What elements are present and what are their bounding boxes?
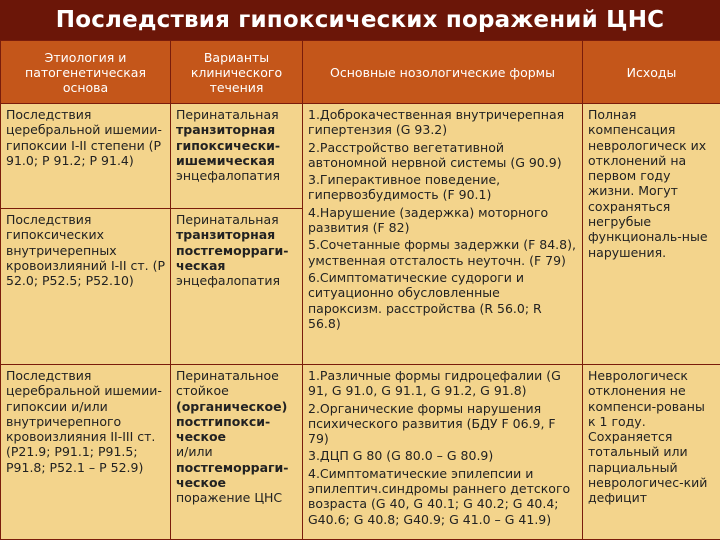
- forms-top-item: 1.Доброкачественная внутричерепная гипертензия (G 93.2): [308, 107, 565, 138]
- header-variants: Варианты клинического течения: [171, 41, 303, 104]
- row3-forms-item: 2.Органические формы нарушения психического развития (БДУ F 06.9, F 79): [308, 400, 556, 447]
- row1-etiology: Последствия церебральной ишемии-гипоксии I-II степени (Р 91.0; Р 91.2; Р 91.4): [1, 104, 171, 209]
- outcome-top: Полная компенсация неврологическ их отклонений на первом году жизни. Могут сохраняться негрубые функциональ-ные нарушения.: [583, 104, 720, 365]
- row3-forms-item: 4.Симптоматические эпилепсии и эпилептич.синдромы раннего детского возраста (G 40, G 40.1; G 40.2; G 40.4; G40.6; G 40.8; G40.9; G 41.0 – G 41.9): [308, 465, 571, 527]
- forms-top-item: 5.Сочетанные формы задержки (F 84.8), умственная отсталость неуточн. (F 79): [308, 237, 576, 268]
- row2-variant-post: энцефалопатия: [176, 273, 280, 289]
- row3-forms-item: 3.ДЦП G 80 (G 80.0 – G 80.9): [308, 448, 494, 464]
- row3-etiology: Последствия церебральной ишемии-гипоксии и/или внутричерепного кровоизлияния II-III ст. (Р21.9; Р91.1; Р91.5; Р91.8; Р52.1 – Р 52.9): [1, 365, 171, 540]
- row1-variant-pre: Перинатальная: [176, 107, 279, 122]
- forms-top-item: 6.Симптоматические судороги и ситуационно обусловленные пароксизм. расстройства (R 56.0; R 56.8): [308, 269, 542, 331]
- table-header-row: [1, 41, 720, 104]
- row1-variant: [171, 104, 303, 209]
- forms-top: [303, 104, 583, 365]
- forms-top-item: 3.Гиперактивное поведение, гипервозбудимость (F 90.1): [308, 172, 501, 203]
- table-row: [1, 365, 720, 540]
- nosology-table: [0, 40, 720, 540]
- row2-variant-pre: Перинатальная: [176, 212, 279, 227]
- row3-forms-item: 1.Различные формы гидроцефалии (G 91, G 91.0, G 91.1, G 91.2, G 91.8): [308, 368, 561, 399]
- row1-variant-post: энцефалопатия: [176, 168, 280, 184]
- table-row: [1, 104, 720, 209]
- row3-forms: [303, 365, 583, 540]
- header-etiology: Этиология и патогенетическая основа: [1, 41, 171, 104]
- row3-variant-1: Перинатальное стойкое: [176, 368, 279, 399]
- forms-top-item: 2.Расстройство вегетативной автономной нервной системы (G 90.9): [308, 139, 562, 170]
- row3-variant-4: постгеморраги-ческое: [176, 459, 289, 491]
- forms-top-item: 4.Нарушение (задержка) моторного развития (F 82): [308, 204, 549, 236]
- row2-etiology: Последствия гипоксических внутричерепных кровоизлияний I-II ст. (Р 52.0; Р52.5; Р52.10): [1, 209, 171, 365]
- row1-variant-bold: транзиторная гипоксически-ишемическая: [176, 122, 281, 168]
- row3-outcome: Неврологическ отклонения не компенси-рованы к 1 году. Сохраняется тотальный или парциальный неврологичес-кий дефицит: [583, 365, 720, 540]
- header-outcomes: Исходы: [583, 41, 720, 104]
- row3-variant-3: и/или: [176, 444, 213, 460]
- row2-variant-bold: транзиторная постгеморраги-ческая: [176, 227, 289, 273]
- row2-variant: [171, 209, 303, 365]
- slide-title: Последствия гипоксических поражений ЦНС: [55, 7, 665, 33]
- row3-variant-5: поражение ЦНС: [176, 490, 283, 506]
- header-forms: Основные нозологические формы: [303, 41, 583, 104]
- row3-variant-2: (органическое) постгипокси-ческое: [176, 398, 288, 445]
- row3-variant: [171, 365, 303, 540]
